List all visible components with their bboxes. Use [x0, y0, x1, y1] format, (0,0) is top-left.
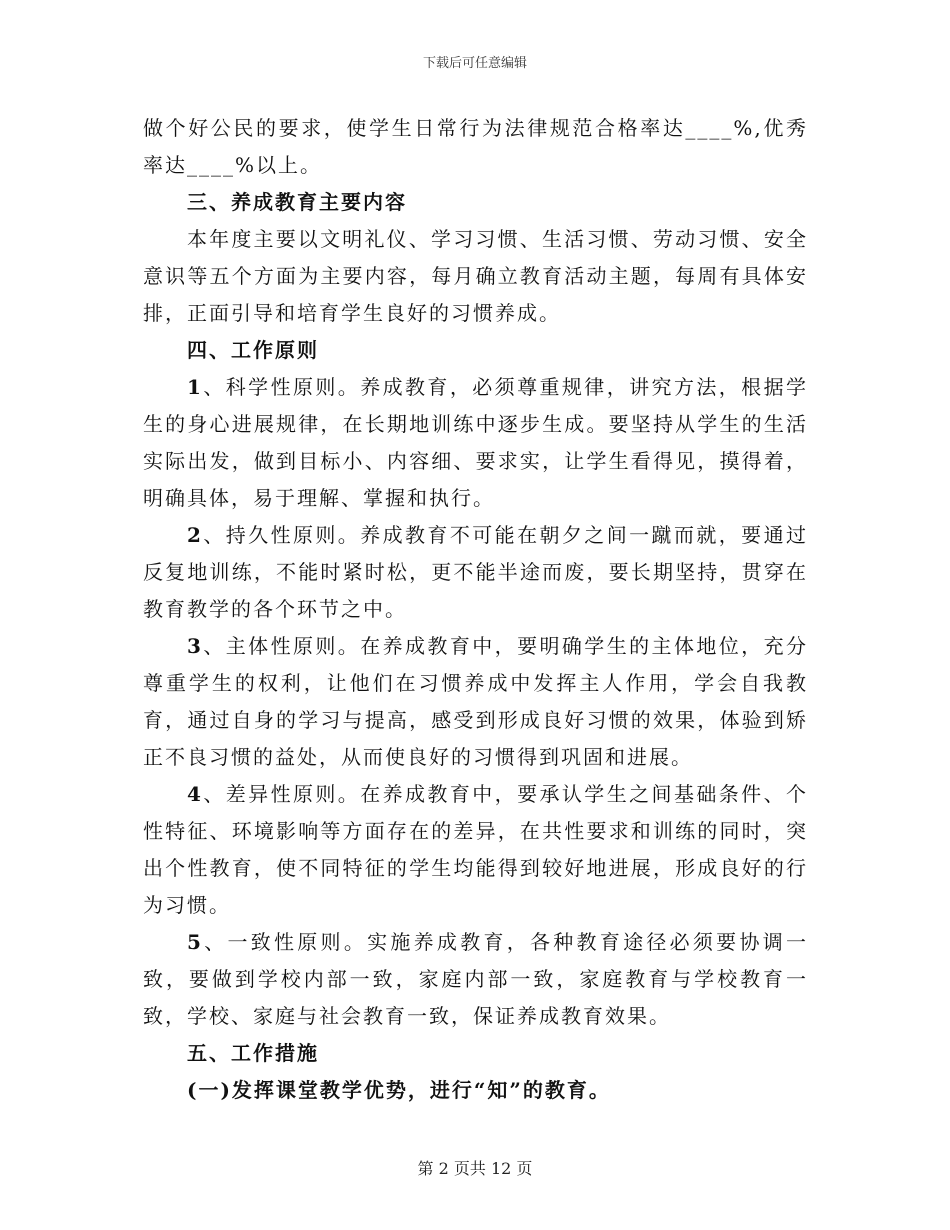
paragraph-intro: 做个好公民的要求，使学生日常行为法律规范合格率达____%,优秀率达____%以上。 — [143, 116, 808, 177]
principle-item-3 — [143, 628, 808, 776]
item-text: 、差异性原则。在养成教育中，要承认学生之间基础条件、个性特征、环境影响等方面存在的差异，在共性要求和训练的同时，突出个性教育，使不同特征的学生均能得到较好地进展，形成良好的行为习惯。 — [143, 782, 808, 917]
paragraph-content: 本年度主要以文明礼仪、学习习惯、生活习惯、劳动习惯、安全意识等五个方面为主要内容，每月确立教育活动主题，每周有具体安排，正面引导和培育学生良好的习惯养成。 — [143, 227, 808, 325]
principle-item-1 — [143, 369, 808, 517]
section-heading-content: 三、养成教育主要内容 — [187, 190, 407, 214]
item-number: 3 — [187, 634, 203, 658]
section-heading-principles: 四、工作原则 — [187, 338, 319, 362]
item-number: 1 — [187, 375, 203, 399]
page-footer: 第 2 页共 12 页 — [417, 1159, 533, 1178]
subsection-heading-1: (一)发挥课堂教学优势，进行“知”的教育。 — [187, 1078, 611, 1102]
item-text: 、科学性原则。养成教育，必须尊重规律，讲究方法，根据学生的身心进展规律，在长期地训练中逐步生成。要坚持从学生的生活实际出发，做到目标小、内容细、要求实，让学生看得见，摸得着，明确具体，易于理解、掌握和执行。 — [143, 375, 808, 510]
principle-item-2 — [143, 517, 808, 628]
item-number: 2 — [187, 523, 203, 547]
page-header: 下载后可任意编辑 — [422, 56, 527, 71]
item-text: 、持久性原则。养成教育不可能在朝夕之间一蹴而就，要通过反复地训练，不能时紧时松，更不能半途而废，要长期坚持，贯穿在教育教学的各个环节之中。 — [143, 523, 808, 621]
item-number: 4 — [187, 782, 203, 806]
section-heading-measures: 五、工作措施 — [187, 1041, 319, 1065]
principle-item-5 — [143, 924, 808, 1035]
principle-item-4 — [143, 776, 808, 924]
item-number: 5 — [187, 930, 203, 954]
document-body — [143, 110, 808, 1109]
item-text: 、主体性原则。在养成教育中，要明确学生的主体地位，充分尊重学生的权利，让他们在习惯养成中发挥主人作用，学会自我教育，通过自身的学习与提高，感受到形成良好习惯的效果，体验到矫正不良习惯的益处，从而使良好的习惯得到巩固和进展。 — [143, 634, 808, 769]
item-text: 、一致性原则。实施养成教育，各种教育途径必须要协调一致，要做到学校内部一致，家庭内部一致，家庭教育与学校教育一致，学校、家庭与社会教育一致，保证养成教育效果。 — [143, 930, 808, 1028]
